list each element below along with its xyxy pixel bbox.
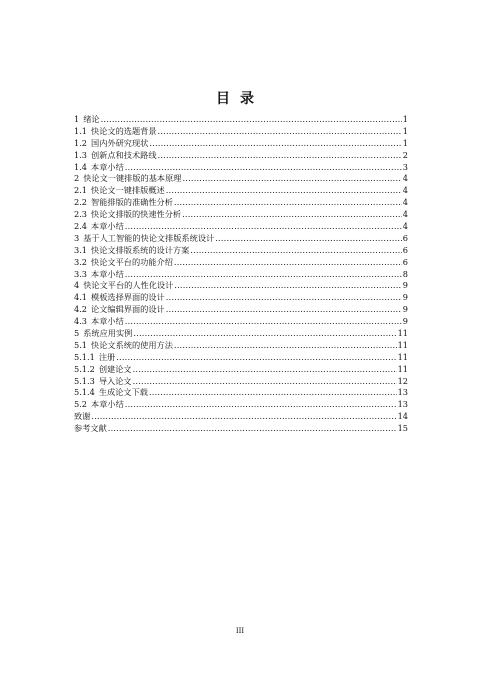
toc-entry-number: 3: [74, 232, 80, 243]
dot-leader: [149, 138, 401, 150]
toc-entry-title: 快论文一键排版的基本原理: [83, 173, 182, 184]
toc-entry-page: 9: [402, 316, 408, 327]
toc-entry-number: 2.1: [74, 185, 88, 196]
toc-entry-number: 1: [74, 114, 80, 124]
dot-leader: [174, 280, 401, 292]
toc-entry-number: 1.1: [74, 125, 88, 136]
dot-leader: [125, 269, 402, 281]
dot-leader: [133, 376, 397, 388]
toc-entry-page: 4: [402, 197, 408, 208]
dot-leader: [166, 304, 402, 316]
toc-entry[interactable]: [74, 411, 408, 423]
toc-entry-title: 注册: [98, 351, 116, 362]
toc-entry-page: 11: [397, 339, 408, 350]
toc-entry-title: 致谢: [74, 411, 91, 422]
page-number: III: [235, 627, 245, 635]
toc-entry-number: 2.3: [74, 209, 88, 220]
toc-entry-page: 13: [397, 387, 408, 398]
toc-entry-number: 3.1: [74, 244, 88, 255]
dot-leader: [125, 399, 397, 411]
toc-entry-page: 9: [402, 304, 408, 315]
toc-entry-page: 2: [402, 149, 408, 160]
toc-entry-title: 本章小结: [91, 399, 124, 410]
toc-entry[interactable]: [74, 185, 408, 197]
toc-entry[interactable]: [74, 292, 408, 304]
toc-entry-page: 6: [402, 232, 408, 243]
toc-entry-page: 4: [402, 173, 408, 184]
dot-leader: [166, 185, 402, 197]
toc-entry-number: 4.3: [74, 316, 88, 327]
dot-leader: [133, 328, 396, 340]
toc-entry[interactable]: [74, 376, 408, 388]
toc-entry-page: 4: [402, 185, 408, 196]
toc-entry[interactable]: [74, 114, 408, 126]
toc-entry-number: 1.2: [74, 137, 88, 148]
dot-leader: [158, 150, 402, 162]
toc-entry[interactable]: [74, 173, 408, 185]
toc-entry-title: 快论文系统的使用方法: [91, 339, 173, 350]
toc-entry[interactable]: [74, 340, 408, 352]
dot-leader: [166, 292, 402, 304]
toc-entry[interactable]: [74, 197, 408, 209]
toc-entry-title: 系统应用实例: [83, 328, 133, 339]
toc-entry[interactable]: [74, 269, 408, 281]
toc-entry-number: 4: [74, 280, 80, 291]
dot-leader: [158, 126, 402, 138]
dot-leader: [133, 364, 397, 376]
dot-leader: [174, 257, 402, 269]
toc-entry-page: 9: [402, 280, 408, 291]
dot-leader: [125, 162, 402, 174]
toc-entry-page: 11: [397, 363, 408, 374]
toc-entry-title: 快论文平台的人性化设计: [83, 280, 174, 291]
toc-entry[interactable]: [74, 245, 408, 257]
toc-entry-page: 8: [402, 268, 408, 279]
toc-entry-title: 绪论: [83, 114, 100, 124]
toc-entry-title: 本章小结: [91, 221, 124, 232]
toc-entry-page: 9: [402, 292, 408, 303]
table-of-contents: [74, 114, 408, 435]
toc-entry-number: 5.2: [74, 399, 88, 410]
toc-entry-title: 快论文排版系统的设计方案: [91, 244, 190, 255]
toc-entry-title: 快论文一键排版概述: [91, 185, 165, 196]
toc-entry-number: 3.3: [74, 268, 88, 279]
toc-entry-number: 4.2: [74, 304, 88, 315]
toc-entry-title: 国内外研究现状: [91, 137, 149, 148]
toc-entry[interactable]: [74, 352, 408, 364]
toc-entry-title: 生成论文下载: [98, 387, 148, 398]
toc-entry-page: 1: [402, 137, 408, 148]
toc-entry-page: 4: [402, 221, 408, 232]
toc-entry-page: 4: [402, 209, 408, 220]
toc-entry-title: 本章小结: [91, 268, 124, 279]
toc-entry-title: 创新点和技术路线: [91, 149, 157, 160]
toc-entry[interactable]: [74, 257, 408, 269]
toc-entry[interactable]: [74, 364, 408, 376]
toc-entry-number: 3.2: [74, 256, 88, 267]
dot-leader: [116, 352, 396, 364]
toc-entry-number: 1.4: [74, 161, 88, 172]
toc-entry-number: 4.1: [74, 292, 88, 303]
dot-leader: [91, 411, 396, 423]
toc-entry-title: 快论文的选题背景: [91, 125, 157, 136]
page-title: 目录: [216, 91, 264, 107]
toc-entry-number: 5.1.2: [74, 363, 95, 374]
dot-leader: [108, 423, 397, 435]
toc-entry[interactable]: [74, 138, 408, 150]
dot-leader: [215, 233, 402, 245]
toc-entry[interactable]: [74, 209, 408, 221]
toc-entry-number: 5.1: [74, 339, 88, 350]
toc-entry-title: 导入论文: [98, 375, 132, 386]
toc-entry-title: 本章小结: [91, 161, 124, 172]
toc-entry-title: 创建论文: [98, 363, 132, 374]
toc-entry[interactable]: [74, 304, 408, 316]
toc-entry-number: 5.1.4: [74, 387, 95, 398]
toc-entry[interactable]: [74, 162, 408, 174]
toc-entry[interactable]: [74, 126, 408, 138]
toc-entry-title: 快论文平台的功能介绍: [91, 256, 173, 267]
toc-entry[interactable]: [74, 221, 408, 233]
toc-entry[interactable]: [74, 328, 408, 340]
toc-entry-page: 14: [397, 411, 408, 422]
toc-entry-page: 15: [397, 423, 408, 434]
toc-entry-page: 6: [402, 244, 408, 255]
toc-entry-number: 2.2: [74, 197, 88, 208]
dot-leader: [174, 197, 402, 209]
toc-entry-page: 11: [397, 328, 408, 339]
toc-entry[interactable]: [74, 423, 408, 435]
dot-leader: [182, 173, 401, 185]
toc-entry-page: 11: [397, 351, 408, 362]
toc-entry-title: 论文编辑界面的设计: [91, 304, 165, 315]
dot-leader: [174, 340, 397, 352]
toc-entry[interactable]: [74, 316, 408, 328]
toc-entry-number: 1.3: [74, 149, 88, 160]
toc-entry-title: 智能排版的准确性分析: [91, 197, 173, 208]
toc-entry-title: 快论文排版的快速性分析: [91, 209, 182, 220]
dot-leader: [125, 316, 402, 328]
toc-entry-number: 2: [74, 173, 80, 184]
toc-entry-title: 参考文献: [74, 423, 107, 434]
toc-entry-page: 6: [402, 256, 408, 267]
toc-entry-title: 本章小结: [91, 316, 124, 327]
toc-entry[interactable]: [74, 280, 408, 292]
toc-entry-page: 1: [402, 125, 408, 136]
toc-entry-title: 模板选择界面的设计: [91, 292, 165, 303]
toc-entry-title: 基于人工智能的快论文排版系统设计: [83, 232, 215, 243]
toc-entry-page: 12: [397, 375, 408, 386]
toc-entry[interactable]: [74, 387, 408, 399]
toc-entry-number: 2.4: [74, 221, 88, 232]
toc-entry-number: 5.1.1: [74, 351, 95, 362]
toc-entry-number: 5: [74, 328, 80, 339]
toc-entry[interactable]: [74, 399, 408, 411]
dot-leader: [190, 245, 401, 257]
toc-entry-page: 1: [402, 114, 408, 124]
toc-entry[interactable]: [74, 150, 408, 162]
toc-entry-page: 3: [402, 161, 408, 172]
toc-entry-page: 13: [397, 399, 408, 410]
dot-leader: [125, 221, 402, 233]
dot-leader: [101, 114, 402, 126]
dot-leader: [182, 209, 402, 221]
dot-leader: [149, 387, 397, 399]
toc-entry[interactable]: [74, 233, 408, 245]
toc-entry-number: 5.1.3: [74, 375, 95, 386]
